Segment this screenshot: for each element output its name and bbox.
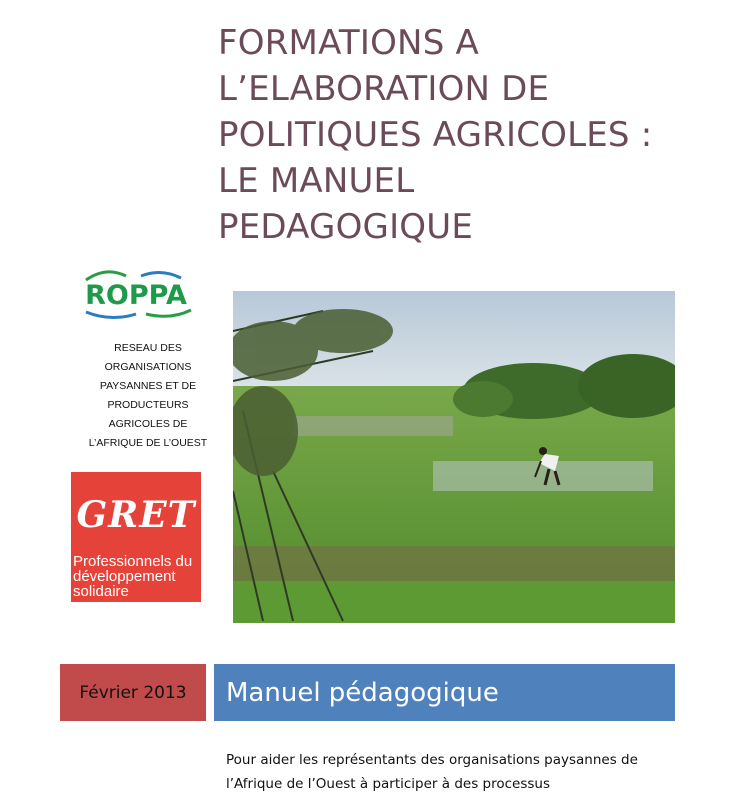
gret-tagline [73,554,199,599]
gret-tagline-line: développement [73,568,176,585]
title-line: LE MANUEL [218,161,415,201]
roppa-description-line: PRODUCTEURS [107,399,189,411]
roppa-description-line: RESEAU DES [114,342,182,354]
date-badge [60,664,206,721]
intro-line: Pour aider les représentants des organisations paysannes de [226,752,638,768]
gret-logo [71,472,201,602]
roppa-description-line: PAYSANNES ET DE [99,380,197,392]
intro-line: l’Afrique de l’Ouest à participer à des processus [226,776,551,792]
title-line: FORMATIONS A [218,23,479,63]
intro-paragraph [226,748,666,796]
roppa-description-line: L’AFRIQUE DE L’OUEST [88,437,208,449]
title-line: PEDAGOGIQUE [218,207,474,247]
gret-tagline-line: Professionnels du [73,553,193,570]
roppa-description-line: ORGANISATIONS [104,361,192,373]
manual-banner-text: Manuel pédagogique [226,677,499,708]
roppa-logo [66,266,206,322]
rice-field-photo [233,291,675,623]
gret-logo-text: GRET [76,494,196,536]
gret-tagline-line: solidaire [73,583,129,600]
document-title [218,20,738,250]
title-line: L’ELABORATION DE [218,69,550,109]
roppa-logo-text: ROPPA [85,280,187,311]
roppa-description-line: AGRICOLES DE [108,418,188,430]
roppa-description [68,339,228,453]
manual-banner [214,664,675,721]
date-text: Février 2013 [79,682,187,703]
title-line: POLITIQUES AGRICOLES : [218,115,653,155]
